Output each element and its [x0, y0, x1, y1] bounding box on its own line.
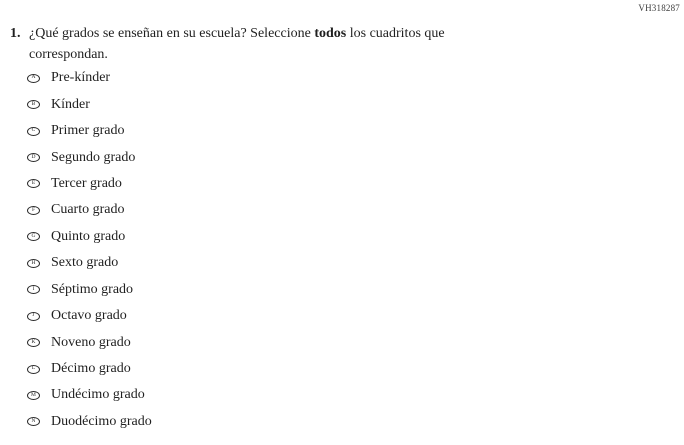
answer-oval-icon[interactable] [27, 391, 40, 400]
answer-oval-icon[interactable] [27, 417, 40, 426]
option-row [27, 382, 152, 408]
option-label: Noveno grado [51, 334, 131, 350]
answer-oval-icon[interactable] [27, 206, 40, 215]
option-label: Octavo grado [51, 308, 127, 324]
option-row [27, 224, 152, 250]
option-row [27, 277, 152, 303]
option-row [27, 356, 152, 382]
option-row [27, 118, 152, 144]
oval-letter: E [31, 180, 36, 187]
oval-letter: K [31, 338, 36, 345]
question-number: 1. [10, 26, 21, 41]
item-id-code: VH318287 [638, 3, 680, 13]
oval-letter: I [32, 285, 35, 292]
option-label: Primer grado [51, 123, 125, 139]
option-row [27, 171, 152, 197]
answer-options-list [27, 65, 152, 435]
answer-oval-icon[interactable] [27, 179, 40, 188]
question-text-bold: todos [314, 26, 347, 41]
oval-letter: G [31, 232, 36, 239]
answer-oval-icon[interactable] [27, 285, 40, 294]
answer-oval-icon[interactable] [27, 365, 40, 374]
oval-letter: C [31, 127, 36, 134]
question-text-segment: ¿Qué grados se enseñan en su escuela? Seleccione [29, 26, 315, 41]
option-label: Tercer grado [51, 175, 122, 191]
answer-oval-icon[interactable] [27, 232, 40, 241]
question-text-segment: los cuadritos que [346, 26, 445, 41]
oval-letter: D [31, 153, 36, 160]
answer-oval-icon[interactable] [27, 74, 40, 83]
option-row [27, 91, 152, 117]
answer-oval-icon[interactable] [27, 338, 40, 347]
answer-oval-icon[interactable] [27, 312, 40, 321]
oval-letter: B [31, 100, 36, 107]
oval-letter: A [31, 74, 36, 81]
option-label: Duodécimo grado [51, 413, 152, 429]
option-label: Segundo grado [51, 149, 136, 165]
option-row [27, 329, 152, 355]
option-label: Séptimo grado [51, 281, 134, 297]
option-row [27, 197, 152, 223]
answer-oval-icon[interactable] [27, 100, 40, 109]
option-label: Kínder [51, 96, 90, 112]
question-block [10, 23, 509, 65]
option-row [27, 303, 152, 329]
oval-letter: N [31, 417, 36, 424]
option-row [27, 144, 152, 170]
oval-letter: F [31, 206, 36, 213]
option-label: Pre-kínder [51, 70, 111, 86]
answer-oval-icon[interactable] [27, 259, 40, 268]
option-row [27, 65, 152, 91]
oval-letter: H [31, 259, 36, 266]
answer-oval-icon[interactable] [27, 127, 40, 136]
option-label: Sexto grado [51, 255, 119, 271]
oval-letter: M [31, 391, 36, 398]
option-label: Cuarto grado [51, 202, 125, 218]
oval-letter: L [31, 365, 36, 372]
oval-letter: J [32, 312, 35, 319]
option-row [27, 250, 152, 276]
option-label: Quinto grado [51, 228, 126, 244]
option-label: Décimo grado [51, 361, 131, 377]
answer-oval-icon[interactable] [27, 153, 40, 162]
option-label: Undécimo grado [51, 387, 145, 403]
question-text [29, 23, 509, 65]
question-text-line2: correspondan. [29, 47, 108, 62]
option-row [27, 409, 152, 435]
